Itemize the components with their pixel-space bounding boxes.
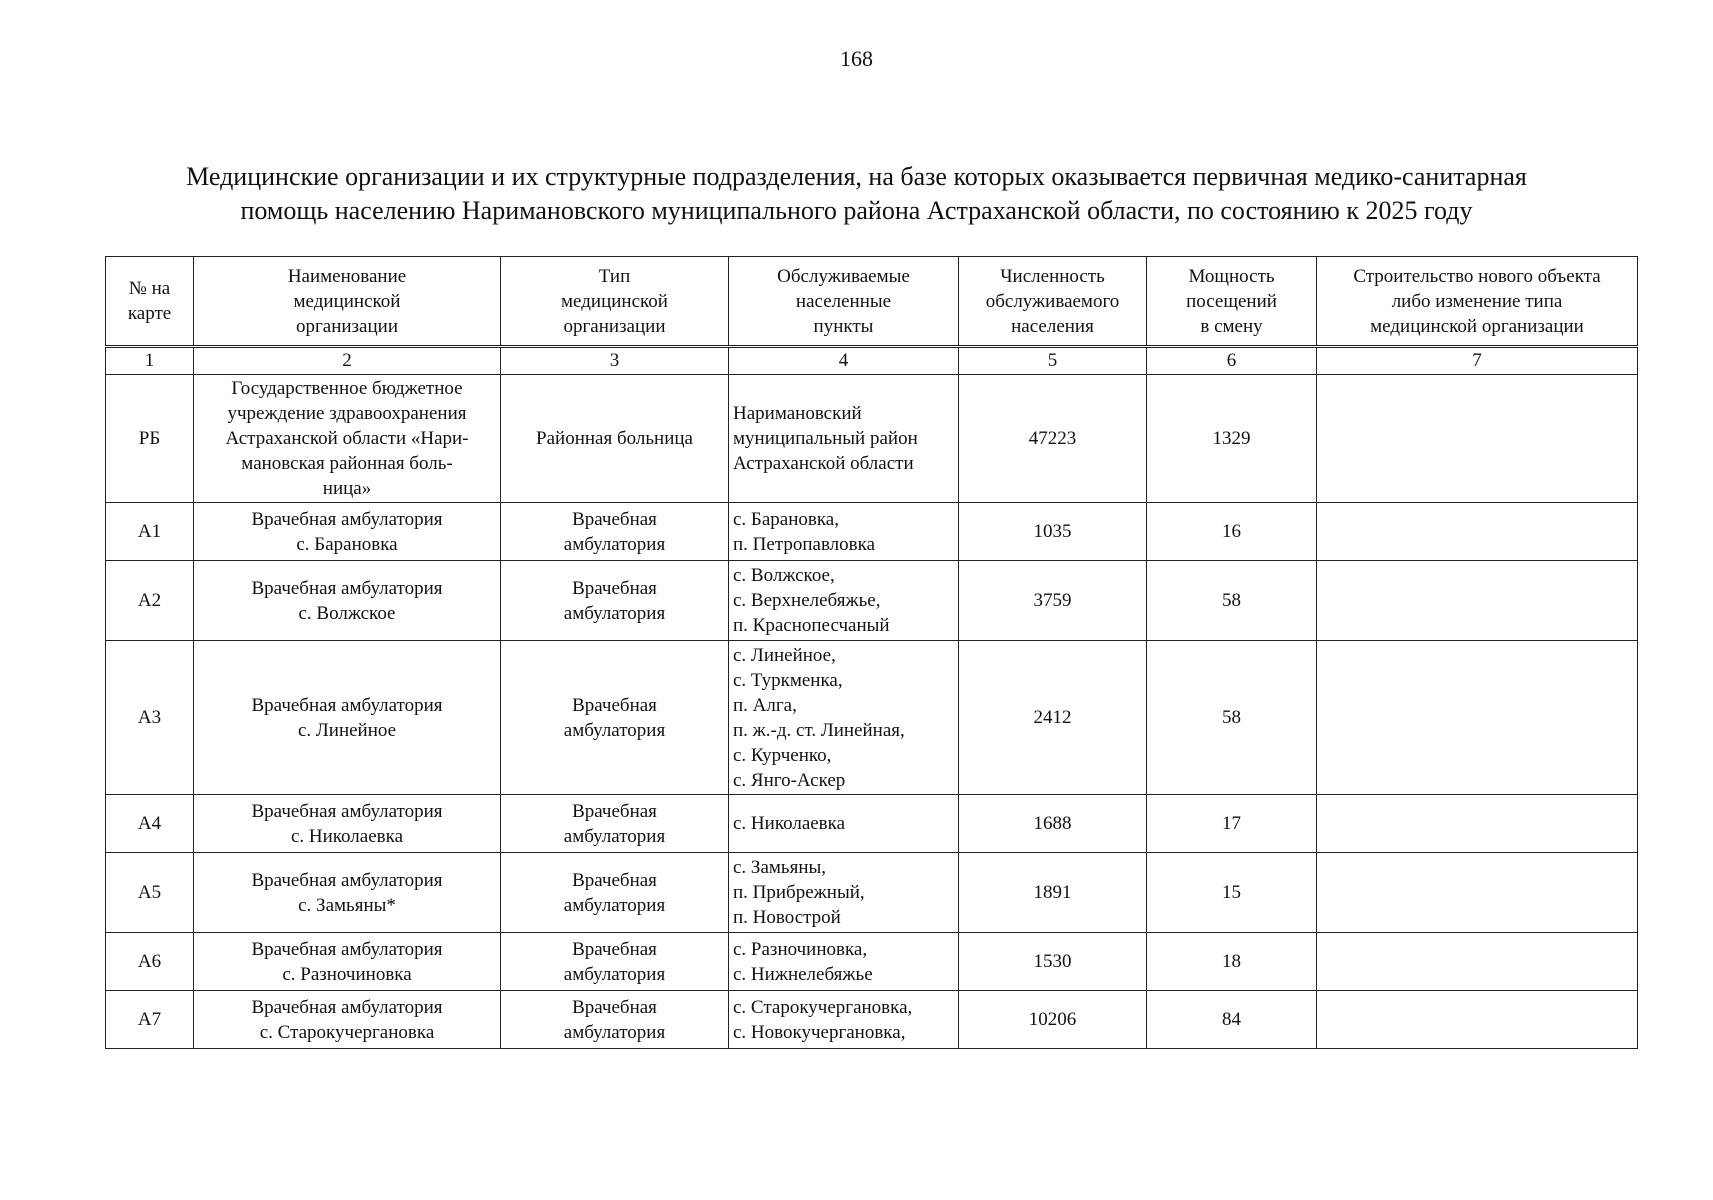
settlement-line: Наримановский bbox=[733, 403, 862, 424]
organization-type-line: Врачебная bbox=[572, 577, 657, 599]
construction-cell bbox=[1317, 795, 1638, 853]
document-title-line-2: помощь населению Наримановского муниципального района Астраханской области, по состоянию к 2025 году bbox=[240, 196, 1473, 225]
organization-type-line: Врачебная bbox=[572, 938, 657, 960]
organization-name-line: с. Волжское bbox=[298, 602, 396, 624]
organization-type-line: Врачебная bbox=[572, 694, 657, 716]
column-header-organization-type bbox=[501, 257, 729, 347]
settlement-line: с. Замьяны, bbox=[733, 857, 826, 878]
organization-name-cell bbox=[194, 853, 501, 933]
settlement-line: муниципальный район bbox=[733, 428, 918, 449]
table-column-numbers-row bbox=[106, 347, 1638, 375]
column-header-map-number bbox=[106, 257, 194, 347]
organization-name-line: с. Разночиновка bbox=[282, 963, 412, 985]
population-cell: 1530 bbox=[959, 933, 1147, 991]
organization-name-line: ница» bbox=[322, 478, 372, 499]
column-header-organization-name bbox=[194, 257, 501, 347]
organization-name-line: Врачебная амбулатория bbox=[251, 996, 443, 1018]
settlement-line: п. Прибрежный, bbox=[733, 882, 865, 903]
column-header-line: обслуживаемого bbox=[985, 290, 1120, 312]
organization-type-line: амбулатория bbox=[563, 1021, 666, 1043]
organization-type-line: амбулатория bbox=[563, 719, 666, 741]
construction-cell bbox=[1317, 933, 1638, 991]
settlement-line: с. Верхнелебяжье, bbox=[733, 590, 881, 611]
settlement-line: п. Алга, bbox=[733, 694, 797, 716]
organization-name-line: с. Линейное bbox=[297, 719, 397, 741]
column-header-line: медицинской bbox=[561, 290, 668, 312]
column-header-line: организации bbox=[295, 315, 398, 337]
organization-type-line: Врачебная bbox=[572, 508, 657, 530]
organization-name-line: учреждение здравоохранения bbox=[227, 403, 467, 424]
organization-type-line: амбулатория bbox=[563, 602, 666, 624]
settlement-line: с. Старокучергановка, bbox=[733, 996, 913, 1018]
capacity-cell: 18 bbox=[1147, 933, 1317, 991]
organization-type-cell bbox=[501, 641, 729, 795]
column-number: 2 bbox=[194, 347, 501, 375]
table-row bbox=[106, 795, 1638, 853]
organization-type-line: Районная больница bbox=[536, 428, 693, 449]
column-header-line: Строительство нового объекта bbox=[1353, 265, 1601, 287]
construction-cell bbox=[1317, 641, 1638, 795]
settlement-line: с. Новокучергановка, bbox=[733, 1021, 906, 1043]
construction-cell bbox=[1317, 991, 1638, 1049]
organization-type-line: амбулатория bbox=[563, 533, 666, 555]
column-header-line: населения bbox=[1011, 315, 1094, 337]
organization-name-line: Государственное бюджетное bbox=[231, 378, 463, 399]
settlement-line: п. Краснопесчаный bbox=[733, 615, 890, 636]
capacity-cell: 17 bbox=[1147, 795, 1317, 853]
map-code-cell: А6 bbox=[106, 933, 194, 991]
settlement-line: п. Петропавловка bbox=[733, 533, 876, 555]
map-code-cell: А5 bbox=[106, 853, 194, 933]
organization-type-cell bbox=[501, 933, 729, 991]
organization-name-line: мановская районная боль- bbox=[241, 453, 453, 474]
organization-type-line: Врачебная bbox=[572, 996, 657, 1018]
capacity-cell: 58 bbox=[1147, 641, 1317, 795]
organization-name-line: Врачебная амбулатория bbox=[251, 577, 443, 599]
organization-name-cell bbox=[194, 991, 501, 1049]
organization-type-cell bbox=[501, 853, 729, 933]
column-header-line: либо изменение типа bbox=[1391, 290, 1563, 312]
settlement-line: с. Николаевка bbox=[733, 813, 846, 834]
capacity-cell: 58 bbox=[1147, 561, 1317, 641]
table-row bbox=[106, 503, 1638, 561]
settlement-line: п. Новострой bbox=[733, 907, 841, 928]
organization-name-line: Врачебная амбулатория bbox=[251, 694, 443, 716]
organization-type-line: Врачебная bbox=[572, 800, 657, 822]
map-code-cell: А2 bbox=[106, 561, 194, 641]
table-row bbox=[106, 991, 1638, 1049]
column-header-line: карте bbox=[127, 303, 172, 324]
column-header-served-population bbox=[959, 257, 1147, 347]
population-cell: 2412 bbox=[959, 641, 1147, 795]
settlement-line: п. ж.-д. ст. Линейная, bbox=[733, 719, 905, 741]
settlements-cell bbox=[729, 991, 959, 1049]
organization-name-line: Врачебная амбулатория bbox=[251, 800, 443, 822]
settlements-cell bbox=[729, 503, 959, 561]
settlements-cell bbox=[729, 933, 959, 991]
column-header-line: Тип bbox=[598, 265, 631, 287]
organization-type-cell bbox=[501, 561, 729, 641]
table-row bbox=[106, 853, 1638, 933]
population-cell: 3759 bbox=[959, 561, 1147, 641]
column-header-line: посещений bbox=[1186, 290, 1277, 312]
organization-type-line: амбулатория bbox=[563, 894, 666, 916]
map-code-cell: А1 bbox=[106, 503, 194, 561]
organization-name-line: с. Николаевка bbox=[290, 825, 404, 847]
column-header-served-settlements bbox=[729, 257, 959, 347]
map-code-cell: А4 bbox=[106, 795, 194, 853]
column-header-line: населенные bbox=[795, 290, 892, 312]
capacity-cell: 15 bbox=[1147, 853, 1317, 933]
column-number: 7 bbox=[1317, 347, 1638, 375]
organization-name-line: с. Старокучергановка bbox=[259, 1021, 435, 1043]
medical-organizations-table bbox=[105, 256, 1638, 1049]
settlements-cell bbox=[729, 375, 959, 503]
population-cell: 47223 bbox=[959, 375, 1147, 503]
column-header-line: медицинской организации bbox=[1370, 315, 1584, 337]
column-header-visit-capacity bbox=[1147, 257, 1317, 347]
column-header-construction-change bbox=[1317, 257, 1638, 347]
construction-cell bbox=[1317, 375, 1638, 503]
organization-name-cell bbox=[194, 561, 501, 641]
column-header-line: Обслуживаемые bbox=[777, 265, 910, 287]
column-header-line: пункты bbox=[813, 315, 874, 337]
column-number: 3 bbox=[501, 347, 729, 375]
document-title bbox=[100, 160, 1613, 228]
table-row bbox=[106, 933, 1638, 991]
organization-name-cell bbox=[194, 795, 501, 853]
settlement-line: с. Янго-Аскер bbox=[733, 769, 846, 791]
organization-name-line: Врачебная амбулатория bbox=[251, 938, 443, 960]
organization-name-line: с. Замьяны* bbox=[298, 894, 396, 916]
column-number: 4 bbox=[729, 347, 959, 375]
organization-name-line: Врачебная амбулатория bbox=[251, 508, 443, 530]
table-body bbox=[106, 375, 1638, 1049]
organization-name-cell bbox=[194, 503, 501, 561]
capacity-cell: 1329 bbox=[1147, 375, 1317, 503]
population-cell: 10206 bbox=[959, 991, 1147, 1049]
settlement-line: с. Барановка, bbox=[733, 508, 839, 530]
population-cell: 1035 bbox=[959, 503, 1147, 561]
map-code-cell: РБ bbox=[106, 375, 194, 503]
column-header-line: Численность bbox=[1000, 265, 1105, 287]
settlement-line: с. Волжское, bbox=[733, 565, 835, 586]
organization-type-cell bbox=[501, 795, 729, 853]
capacity-cell: 84 bbox=[1147, 991, 1317, 1049]
settlements-cell bbox=[729, 795, 959, 853]
table-row bbox=[106, 375, 1638, 503]
document-title-line-1: Медицинские организации и их структурные подразделения, на базе которых оказывается первичная медико-санитарная bbox=[186, 162, 1527, 191]
map-code-cell: А3 bbox=[106, 641, 194, 795]
organization-name-cell bbox=[194, 375, 501, 503]
organization-name-cell bbox=[194, 641, 501, 795]
page-number: 168 bbox=[840, 46, 873, 71]
settlement-line: с. Линейное, bbox=[733, 644, 836, 666]
column-header-line: медицинской bbox=[293, 290, 401, 312]
settlement-line: с. Нижнелебяжье bbox=[733, 963, 873, 985]
settlement-line: Астраханской области bbox=[733, 453, 914, 474]
population-cell: 1688 bbox=[959, 795, 1147, 853]
population-cell: 1891 bbox=[959, 853, 1147, 933]
map-code-cell: А7 bbox=[106, 991, 194, 1049]
settlements-cell bbox=[729, 561, 959, 641]
construction-cell bbox=[1317, 853, 1638, 933]
organization-type-cell bbox=[501, 503, 729, 561]
organization-type-cell bbox=[501, 991, 729, 1049]
settlements-cell bbox=[729, 853, 959, 933]
column-number: 5 bbox=[959, 347, 1147, 375]
organization-name-line: Астраханской области «Нари- bbox=[225, 428, 469, 449]
organization-type-line: Врачебная bbox=[572, 869, 657, 891]
column-header-line: Мощность bbox=[1188, 265, 1275, 287]
column-number: 6 bbox=[1147, 347, 1317, 375]
construction-cell bbox=[1317, 561, 1638, 641]
column-header-line: организации bbox=[563, 315, 666, 337]
column-header-line: № на bbox=[128, 278, 171, 299]
settlement-line: с. Курченко, bbox=[733, 744, 832, 766]
column-number: 1 bbox=[106, 347, 194, 375]
organization-name-line: с. Барановка bbox=[296, 533, 398, 555]
organization-type-cell bbox=[501, 375, 729, 503]
organization-type-line: амбулатория bbox=[563, 825, 666, 847]
organization-type-line: амбулатория bbox=[563, 963, 666, 985]
organization-name-cell bbox=[194, 933, 501, 991]
column-header-line: в смену bbox=[1200, 315, 1263, 337]
construction-cell bbox=[1317, 503, 1638, 561]
settlements-cell bbox=[729, 641, 959, 795]
column-header-line: Наименование bbox=[287, 265, 407, 287]
capacity-cell: 16 bbox=[1147, 503, 1317, 561]
table-header-row bbox=[106, 257, 1638, 347]
organization-name-line: Врачебная амбулатория bbox=[251, 869, 443, 891]
settlement-line: с. Разночиновка, bbox=[733, 938, 868, 960]
table-row bbox=[106, 641, 1638, 795]
table-row bbox=[106, 561, 1638, 641]
settlement-line: с. Туркменка, bbox=[733, 669, 843, 691]
